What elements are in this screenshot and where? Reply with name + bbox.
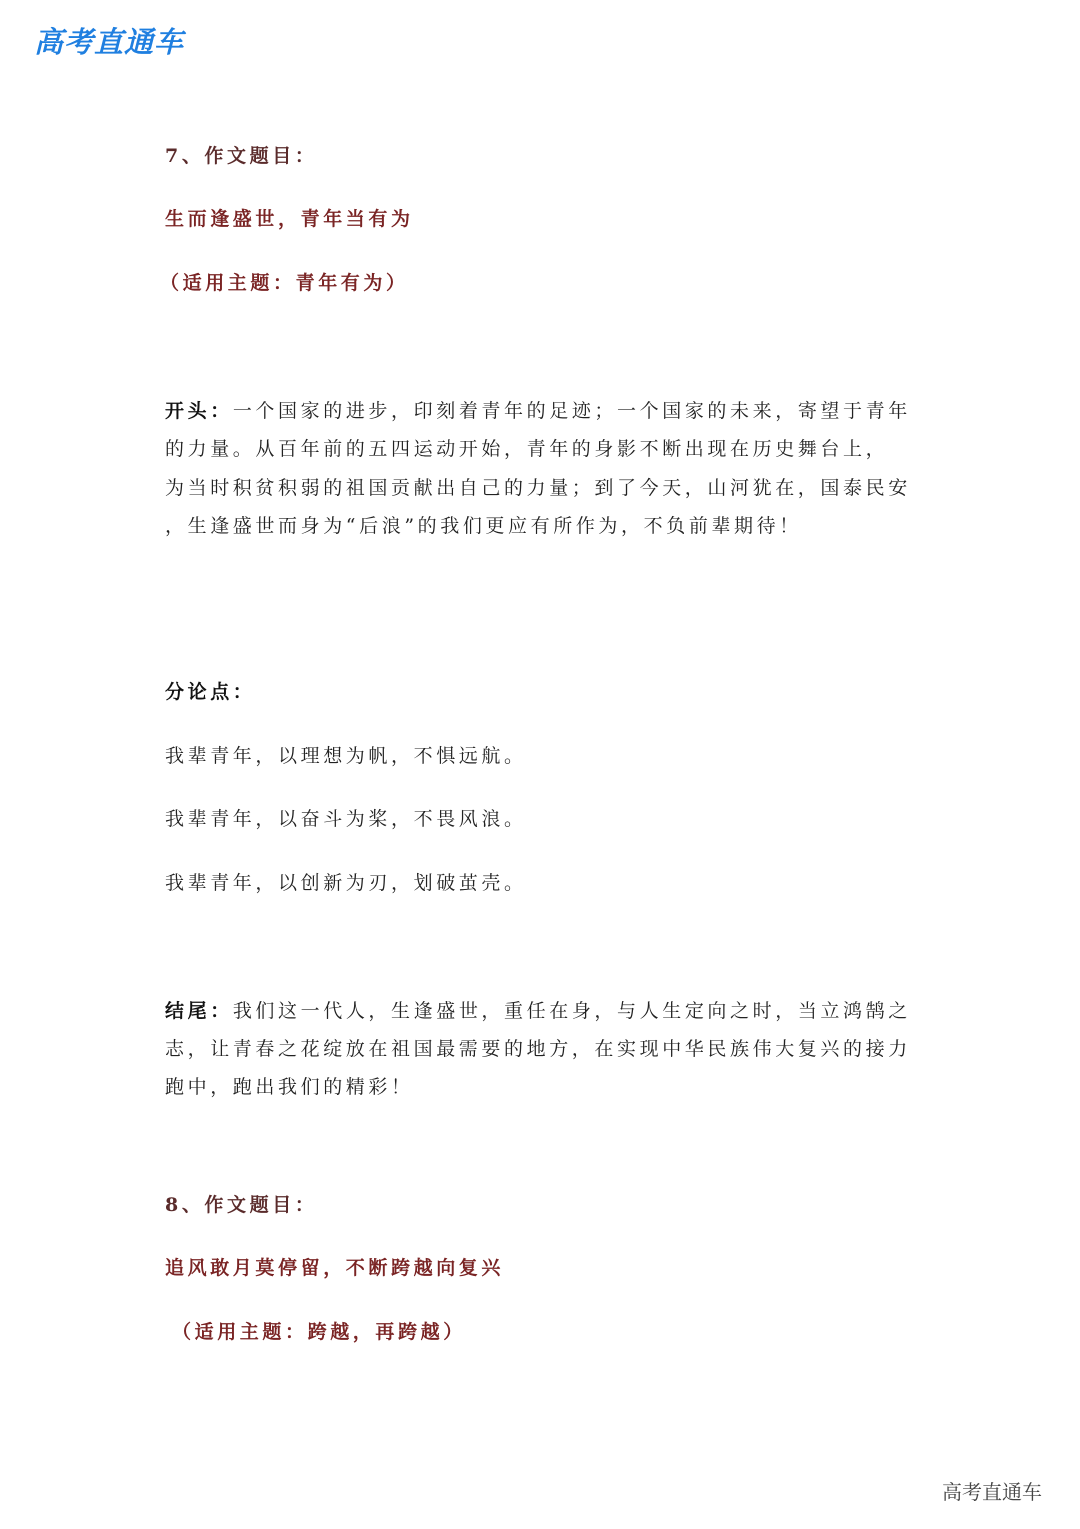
section8-theme: （适用主题：跨越，再跨越） xyxy=(172,1321,466,1343)
section7-title: 生而逢盛世，青年当有为 xyxy=(165,208,414,230)
section7-theme: （适用主题：青年有为） xyxy=(160,272,409,294)
opening-text: 一个国家的进步，印刻着青年的足迹；一个国家的未来，寄望于青年 xyxy=(232,400,911,422)
point-1: 我辈青年，以理想为帆，不惧远航。 xyxy=(165,745,527,767)
ending-label: 结尾： xyxy=(165,1000,233,1022)
ending-text: 我们这一代人，生逢盛世，重任在身，与人生定向之时，当立鸿鹄之 xyxy=(232,1000,911,1022)
point-2: 我辈青年，以奋斗为桨，不畏风浪。 xyxy=(165,808,527,830)
section8-heading: 8、作文题目： xyxy=(165,1194,318,1216)
opening-line-3: 为当时积贫积弱的祖国贡献出自己的力量；到了今天，山河犹在，国泰民安 xyxy=(165,477,911,499)
logo: 高考直通车 xyxy=(34,25,185,59)
section8-title: 追风敢月莫停留，不断跨越向复兴 xyxy=(165,1257,505,1279)
points-label: 分论点： xyxy=(165,681,256,703)
ending-line-1 xyxy=(165,999,911,1023)
opening-line-2: 的力量。从百年前的五四运动开始，青年的身影不断出现在历史舞台上， xyxy=(165,438,889,460)
section7-heading: 7、作文题目： xyxy=(165,145,318,167)
ending-line-3: 跑中，跑出我们的精彩！ xyxy=(165,1076,414,1098)
ending-line-2: 志，让青春之花绽放在祖国最需要的地方，在实现中华民族伟大复兴的接力 xyxy=(165,1038,911,1060)
opening-line-1 xyxy=(165,399,911,423)
footer-watermark: 高考直通车 xyxy=(942,1480,1042,1504)
opening-label: 开头： xyxy=(165,400,233,422)
point-3: 我辈青年，以创新为刃，划破茧壳。 xyxy=(165,872,527,894)
opening-line-4: ，生逢盛世而身为“后浪”的我们更应有所作为，不负前辈期待！ xyxy=(165,515,802,537)
